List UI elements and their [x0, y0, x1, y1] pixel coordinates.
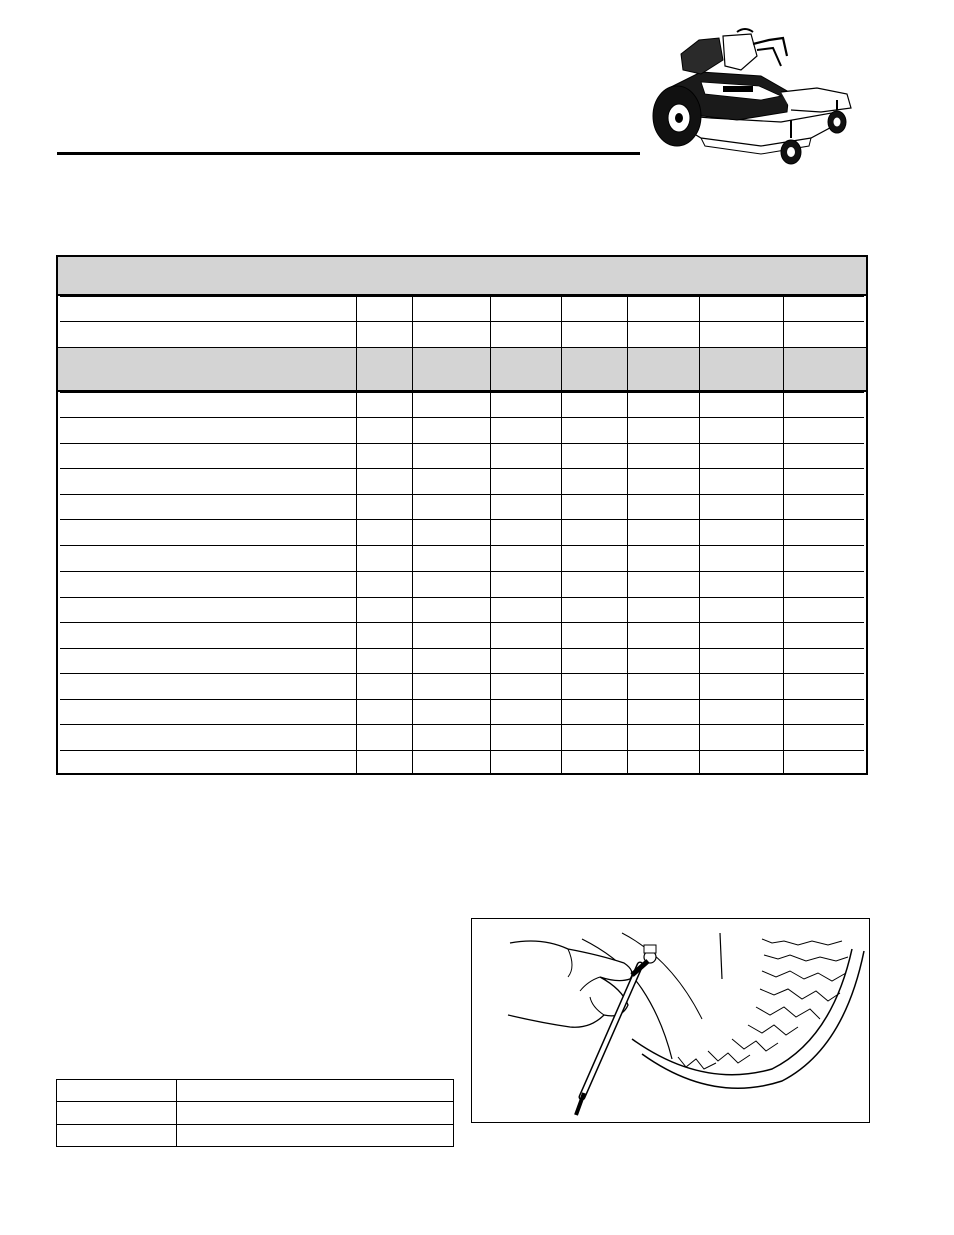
column-header-band	[58, 347, 866, 392]
table-row-line	[60, 673, 864, 674]
table-column-line	[356, 296, 357, 773]
table-row-line	[60, 347, 864, 348]
table-row-line	[60, 296, 864, 297]
table-row-line	[60, 622, 864, 623]
table-row-line	[60, 597, 864, 598]
tire-gauge-figure	[471, 918, 870, 1123]
table-row-line	[60, 519, 864, 520]
table-column-line	[699, 296, 700, 773]
table-column-line	[627, 296, 628, 773]
table-row-line	[60, 392, 864, 393]
tire-pressure-table	[56, 1079, 454, 1147]
table-column-line	[561, 296, 562, 773]
table-row-line	[60, 321, 864, 322]
table-row-line	[60, 724, 864, 725]
table-row-line	[60, 648, 864, 649]
table-row-line	[60, 443, 864, 444]
tire-gauge-illustration	[472, 919, 869, 1122]
table-row-line	[60, 468, 864, 469]
table-row-line	[60, 545, 864, 546]
table-row-line	[60, 494, 864, 495]
header-rule	[57, 152, 640, 155]
mower-illustration	[641, 26, 861, 176]
table-title-band	[58, 257, 866, 296]
maintenance-schedule-table	[56, 255, 868, 775]
table-column-line	[412, 296, 413, 773]
table-row-line	[60, 699, 864, 700]
table-column-line	[490, 296, 491, 773]
table-row-line	[60, 417, 864, 418]
table-row-line	[60, 571, 864, 572]
table-row-line	[60, 750, 864, 751]
table-column-line	[783, 296, 784, 773]
